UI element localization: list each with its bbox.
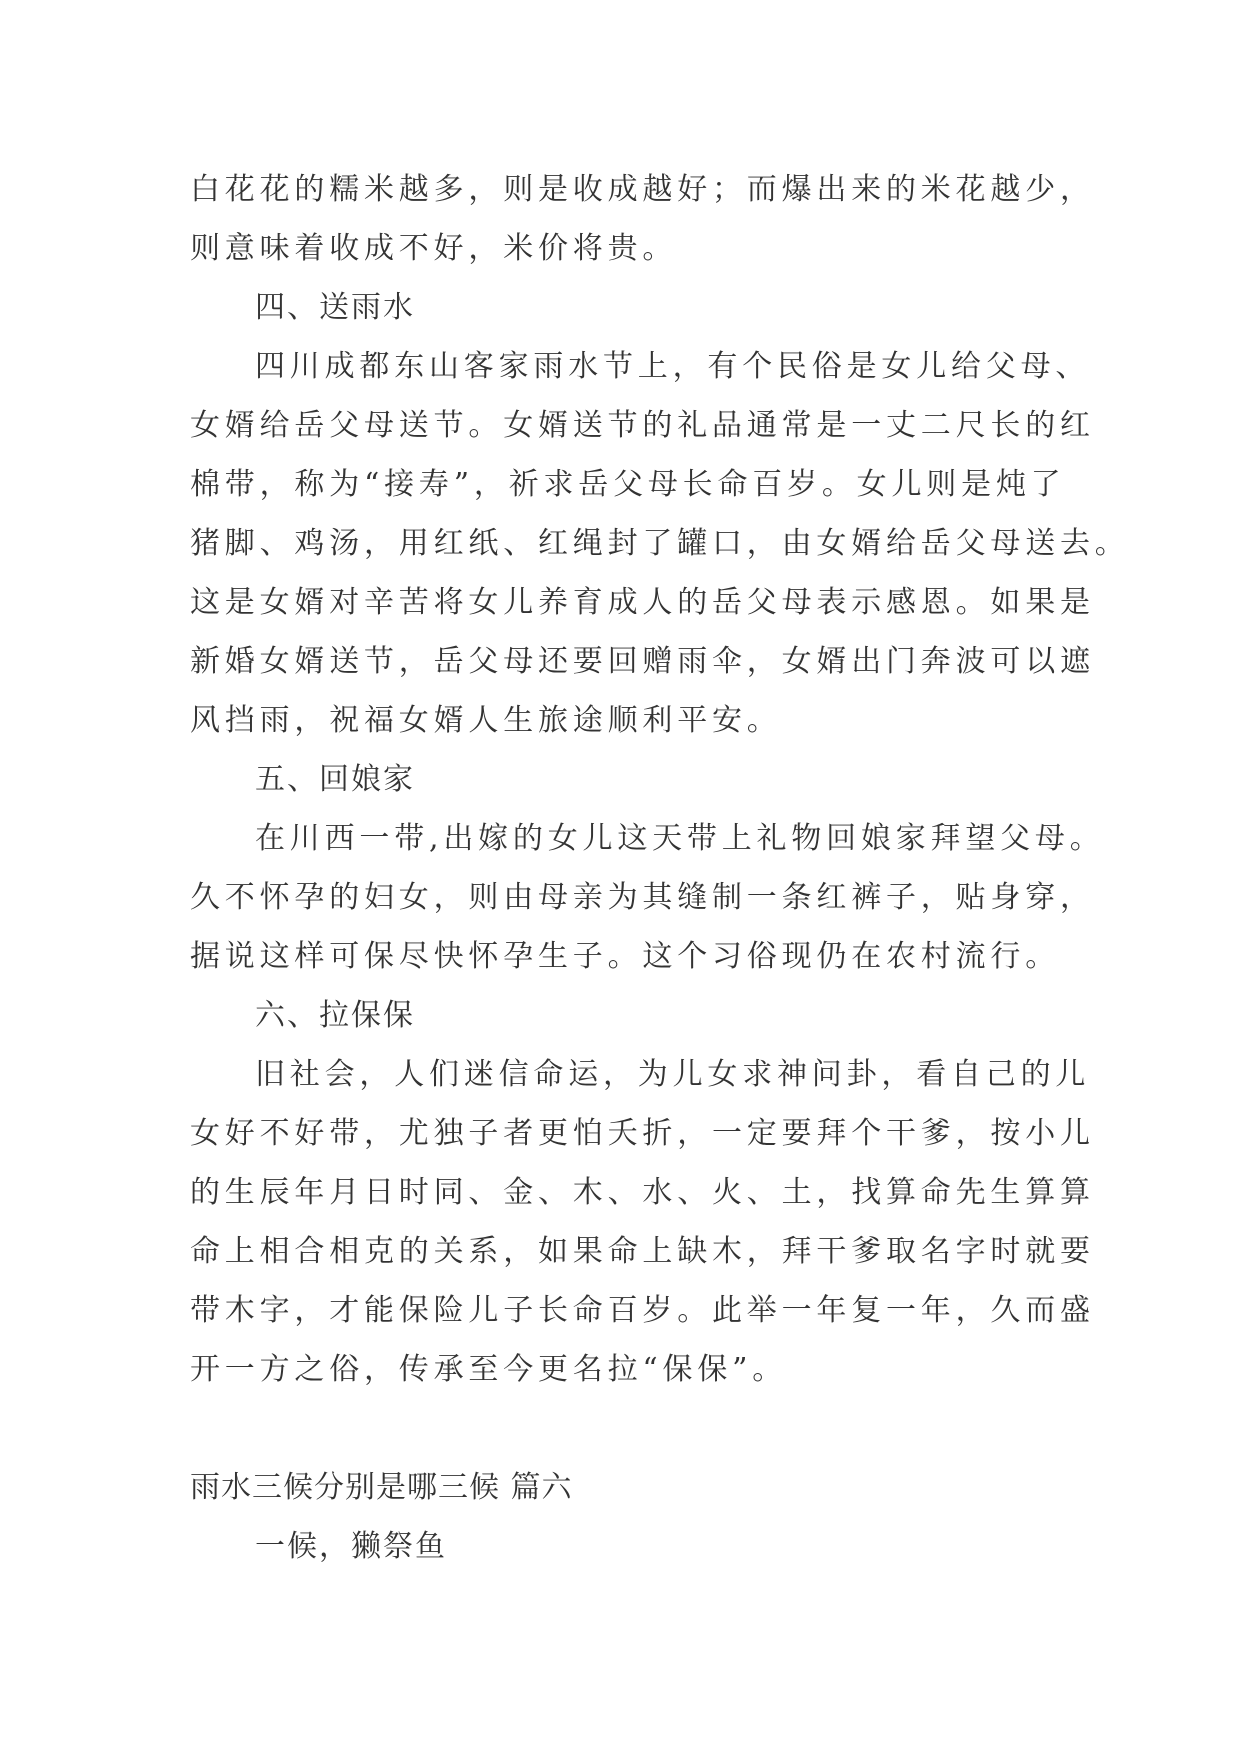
text-line: 四川成都东山客家雨水节上，有个民俗是女儿给父母、 (255, 349, 1091, 384)
text-line: 女好不好带，尤独子者更怕夭折，一定要拜个干爹，按小儿 (190, 1116, 1095, 1151)
text-line: 开一方之俗，传承至今更名拉“保保”。 (190, 1352, 788, 1387)
text-line: 在川西一带,出嫁的女儿这天带上礼物回娘家拜望父母。 (255, 821, 1105, 856)
blank-line (190, 1399, 1060, 1458)
paragraph (190, 337, 1130, 750)
text-line: 久不怀孕的妇女，则由母亲为其缝制一条红裤子，贴身穿， (190, 880, 1095, 915)
text-line: 旧社会，人们迷信命运，为儿女求神问卦，看自己的儿 (255, 1057, 1091, 1092)
text-line: 新婚女婿送节，岳父母还要回赠雨伞，女婿出门奔波可以遮 (190, 644, 1095, 679)
section-heading (190, 986, 1060, 1045)
text-line: 则意味着收成不好，米价将贵。 (190, 231, 678, 266)
text-line: 六、拉保保 (255, 998, 415, 1033)
section-heading (190, 278, 1060, 337)
text-line: 带木字，才能保险儿子长命百岁。此举一年复一年，久而盛 (190, 1293, 1095, 1328)
text-line: 的生辰年月日时同、金、木、水、火、土，找算命先生算算 (190, 1175, 1095, 1210)
text-line: 风挡雨，祝福女婿人生旅途顺利平安。 (190, 703, 782, 738)
text-line: 猪脚、鸡汤，用红纸、红绳封了罐口，由女婿给岳父母送去。 (190, 526, 1130, 561)
text-line: 棉带，称为“接寿”，祈求岳父母长命百岁。女儿则是炖了 (190, 467, 1066, 502)
article-section-title (190, 1458, 1060, 1517)
document-body (190, 160, 1130, 1576)
paragraph (190, 1045, 1095, 1399)
text-line: 雨水三候分别是哪三候 篇六 (190, 1470, 573, 1505)
text-line: 这是女婿对辛苦将女儿养育成人的岳父母表示感恩。如果是 (190, 585, 1095, 620)
text-line: 一候，獭祭鱼 (255, 1529, 447, 1564)
text-line: 四、送雨水 (255, 290, 415, 325)
text-line: 白花花的糯米越多，则是收成越好；而爆出来的米花越少， (190, 172, 1095, 207)
paragraph (190, 160, 1095, 278)
paragraph (190, 809, 1105, 986)
text-line: 命上相合相克的关系，如果命上缺木，拜干爹取名字时就要 (190, 1234, 1095, 1269)
text-line: 据说这样可保尽快怀孕生子。这个习俗现仍在农村流行。 (190, 939, 1060, 974)
section-heading (190, 1517, 1060, 1576)
text-line: 女婿给岳父母送节。女婿送节的礼品通常是一丈二尺长的红 (190, 408, 1095, 443)
section-heading (190, 750, 1060, 809)
text-line: 五、回娘家 (255, 762, 415, 797)
